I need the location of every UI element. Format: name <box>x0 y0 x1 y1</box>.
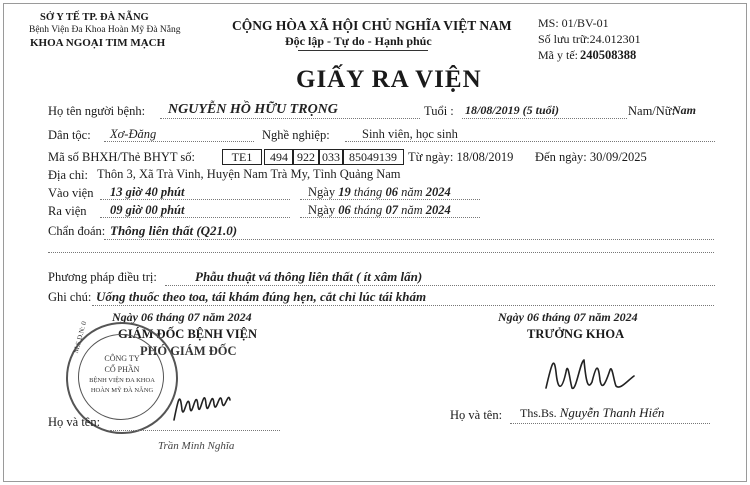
treatment-label: Phương pháp điều trị: <box>48 270 157 284</box>
from-date-value: 18/08/2019 <box>456 150 514 164</box>
director-name: Trần Minh Nghĩa <box>158 440 235 452</box>
dots-in-time <box>100 199 290 200</box>
in-day-word: Ngày <box>308 185 336 199</box>
head-name-prefix: Ths.Bs. <box>520 406 557 420</box>
head-name-value: Nguyễn Thanh Hiển <box>559 405 665 420</box>
dots-name <box>160 118 420 119</box>
admission-in-label: Vào viện <box>48 186 94 200</box>
dots-out-time <box>100 217 290 218</box>
deputy-director-title: PHÓ GIÁM ĐỐC <box>140 344 237 358</box>
in-day: 19 <box>338 185 351 199</box>
age-label: Tuổi : <box>424 104 454 118</box>
head-of-department-title: TRƯỞNG KHOA <box>527 327 625 341</box>
dots-left-name <box>110 430 280 431</box>
out-year-word: năm <box>401 203 423 217</box>
ethnicity-label: Dân tộc: <box>48 128 91 142</box>
medical-code <box>538 48 636 63</box>
dots-age <box>462 118 627 119</box>
dots-treatment <box>165 285 715 286</box>
to-date-label: Đến ngày: <box>535 150 587 164</box>
admission-in-date <box>308 185 451 200</box>
patient-name: NGUYỄN HỒ HỮU TRỌNG <box>168 102 338 117</box>
nation-motto: Độc lập - Tự do - Hạnh phúc <box>285 34 432 48</box>
in-month-word: tháng <box>353 185 383 199</box>
dots-ethnicity <box>104 141 254 142</box>
admission-in-time <box>110 185 184 200</box>
out-year: 2024 <box>425 203 451 217</box>
stamp-line-4: HOÀN MỸ ĐÀ NẴNG <box>90 387 154 394</box>
org-department: SỞ Y TẾ TP. ĐÀ NẴNG <box>40 12 149 23</box>
note-value: Uống thuốc theo toa, tái khám đúng hẹn, cắt chỉ lúc tái khám <box>96 289 427 304</box>
document-title: GIẤY RA VIỆN <box>296 66 482 93</box>
medical-code-value: 240508388 <box>580 48 637 62</box>
occupation-value: Sinh viên, học sinh <box>362 127 458 141</box>
out-minute: 00 <box>145 203 158 217</box>
treatment-value: Phẫu thuật vá thông liên thất ( ít xâm lấn) <box>195 269 423 284</box>
to-date-value: 30/09/2025 <box>589 150 647 164</box>
head-name <box>520 405 664 421</box>
out-hour-word: giờ <box>125 203 143 217</box>
gender-value: Nam <box>672 103 696 117</box>
director-signature <box>170 380 250 425</box>
out-minute-word: phút <box>160 203 185 217</box>
occupation-label: Nghề nghiệp: <box>262 128 330 142</box>
gender-label: Nam/Nữ: <box>628 104 676 118</box>
left-sign-date: Ngày 06 tháng 07 năm 2024 <box>112 310 252 324</box>
dots-diagnosis-2 <box>48 252 714 253</box>
org-ward: KHOA NGOẠI TIM MẠCH <box>30 37 166 49</box>
ethnicity-value: Xơ-Đăng <box>110 127 157 141</box>
dots-occupation <box>345 141 715 142</box>
admission-out-time <box>110 203 184 218</box>
form-code: MS: 01/BV-01 <box>538 16 609 30</box>
head-signature <box>540 352 640 400</box>
medical-code-label: Mã y tế: <box>538 48 578 62</box>
nation-name: CỘNG HÒA XÃ HỘI CHỦ NGHĨA VIỆT NAM <box>232 18 512 33</box>
admission-out-date <box>308 203 451 218</box>
from-date-label: Từ ngày: <box>408 150 454 164</box>
address-value: Thôn 3, Xã Trà Vinh, Huyện Nam Trà My, Tỉnh Quảng Nam <box>97 167 401 181</box>
out-day: 06 <box>338 203 351 217</box>
left-name-label: Họ và tên: <box>48 415 101 429</box>
out-month-word: tháng <box>353 203 383 217</box>
in-year: 2024 <box>425 185 451 199</box>
age-value: 18/08/2019 (5 tuổi) <box>465 103 560 117</box>
diagnosis-label: Chẩn đoán: <box>48 224 106 238</box>
dots-diagnosis <box>104 239 714 240</box>
from-date <box>408 150 513 165</box>
diagnosis-value: Thông liên thất (Q21.0) <box>110 223 238 238</box>
in-hour-word: giờ <box>125 185 143 199</box>
patient-name-label: Họ tên người bệnh: <box>48 104 146 118</box>
stamp-line-2: CỔ PHẦN <box>104 365 140 374</box>
right-name-label: Họ và tên: <box>450 408 503 422</box>
bhyt-label: Mã số BHXH/Thẻ BHYT số: <box>48 150 195 164</box>
in-minute-word: phút <box>160 185 185 199</box>
stamp-line-1: CÔNG TY <box>104 354 140 363</box>
stamp-rim-text: M.S.D.N: 0 <box>72 320 89 355</box>
in-minute: 40 <box>145 185 158 199</box>
bhyt-box-2: 494 <box>264 149 294 165</box>
dots-out-date <box>300 217 480 218</box>
out-hour: 09 <box>110 203 123 217</box>
dots-in-date <box>300 199 480 200</box>
org-hospital: Bệnh Viện Đa Khoa Hoàn Mỹ Đà Nẵng <box>29 25 181 35</box>
admission-out-label: Ra viện <box>48 204 87 218</box>
in-month: 06 <box>385 185 398 199</box>
director-title: GIÁM ĐỐC BỆNH VIỆN <box>118 327 258 341</box>
in-hour: 13 <box>110 185 123 199</box>
archive-number: Số lưu trữ:24.012301 <box>538 32 641 46</box>
out-day-word: Ngày <box>308 203 336 217</box>
bhyt-box-1: TE1 <box>222 149 262 165</box>
bhyt-box-4: 033 <box>318 149 344 165</box>
to-date <box>535 150 647 165</box>
stamp-inner-ring <box>78 334 164 420</box>
out-month: 07 <box>385 203 398 217</box>
stamp-line-3: BỆNH VIỆN ĐA KHOA <box>89 377 155 384</box>
in-year-word: năm <box>401 185 423 199</box>
bhyt-box-3: 922 <box>292 149 320 165</box>
motto-underline <box>298 50 428 51</box>
dots-right-name <box>510 423 710 424</box>
address-label: Địa chỉ: <box>48 168 88 182</box>
note-label: Ghi chú: <box>48 290 92 304</box>
dots-note <box>92 305 714 306</box>
right-sign-date: Ngày 06 tháng 07 năm 2024 <box>498 310 638 324</box>
bhyt-box-5: 85049139 <box>342 149 404 165</box>
